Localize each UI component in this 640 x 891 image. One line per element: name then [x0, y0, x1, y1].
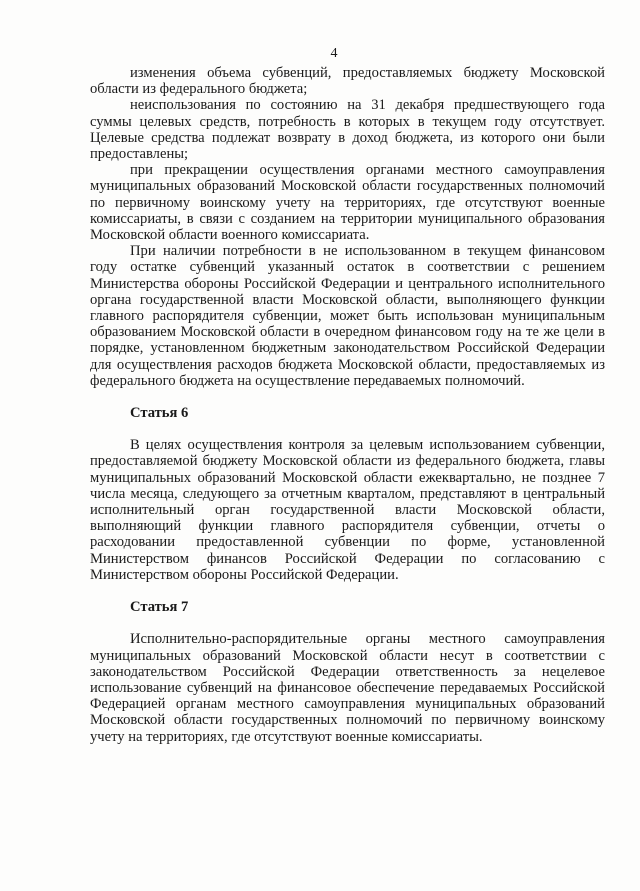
page-number: 4: [330, 46, 338, 61]
document-body: [90, 65, 605, 745]
article-6-heading: Статья 6: [130, 405, 189, 422]
article-7-heading: Статья 7: [130, 599, 189, 616]
spacer: [90, 421, 605, 437]
spacer: [90, 583, 605, 599]
paragraph-unused-funds: неиспользования по состоянию на 31 декабря предшествующего года суммы целевых средств, потребность в которых в текущем году отсутствует. Целевые средства подлежат возврату в доход бюджета, из которого они были предоставлены;: [90, 97, 605, 163]
spacer: [90, 389, 605, 405]
spacer: [90, 615, 605, 631]
article-6-text: В целях осуществления контроля за целевым использованием субвенции, предоставляемой бюджету Московской области из федерального бюджета, главы муниципальных образований Московской области ежеквартально, не позднее 7 числа месяца, следующего за отчетным кварталом, представляют в центральный исполнительный орган государственной власти Московской области, выполняющий функции главного распорядителя субвенции, отчеты о расходовании предоставленной субвенции по форме, установленной Министерством финансов Российской Федерации по согласованию с Министерством обороны Российской Федерации.: [90, 437, 605, 583]
article-7-text: Исполнительно-распорядительные органы местного самоуправления муниципальных образований Московской области несут в соответствии с законодательством Российской Федерации ответственность за нецелевое использование субвенций на финансовое обеспечение передаваемых Российской Федерацией органам местного самоуправления муниципальных образований Московской области государственных полномочий по первичному воинскому учету на территориях, где отсутствуют военные комиссариаты.: [90, 631, 605, 745]
paragraph-budget-change: изменения объема субвенций, предоставляемых бюджету Московской области из федерального бюджета;: [90, 65, 605, 98]
paragraph-remaining-balance: При наличии потребности в не использованном в текущем финансовом году остатке субвенций указанный остаток в соответствии с решением Министерства обороны Российской Федерации и центрального исполнительного органа государственной власти Московской области, выполняющего функции главного распорядителя субвенции, может быть использован муниципальным образованием Московской области в очередном финансовом году на те же цели в порядке, установленном бюджетным законодательством Российской Федерации для осуществления расходов бюджета Московской области, предоставляемых из федерального бюджета на осуществление передаваемых полномочий.: [90, 243, 605, 389]
paragraph-termination: при прекращении осуществления органами местного самоуправления муниципальных образований Московской области государственных полномочий по первичному воинскому учету на территориях, где отсутствуют военные комиссариаты, в связи с созданием на территории муниципального образования Московской области военного комиссариата.: [90, 162, 605, 244]
